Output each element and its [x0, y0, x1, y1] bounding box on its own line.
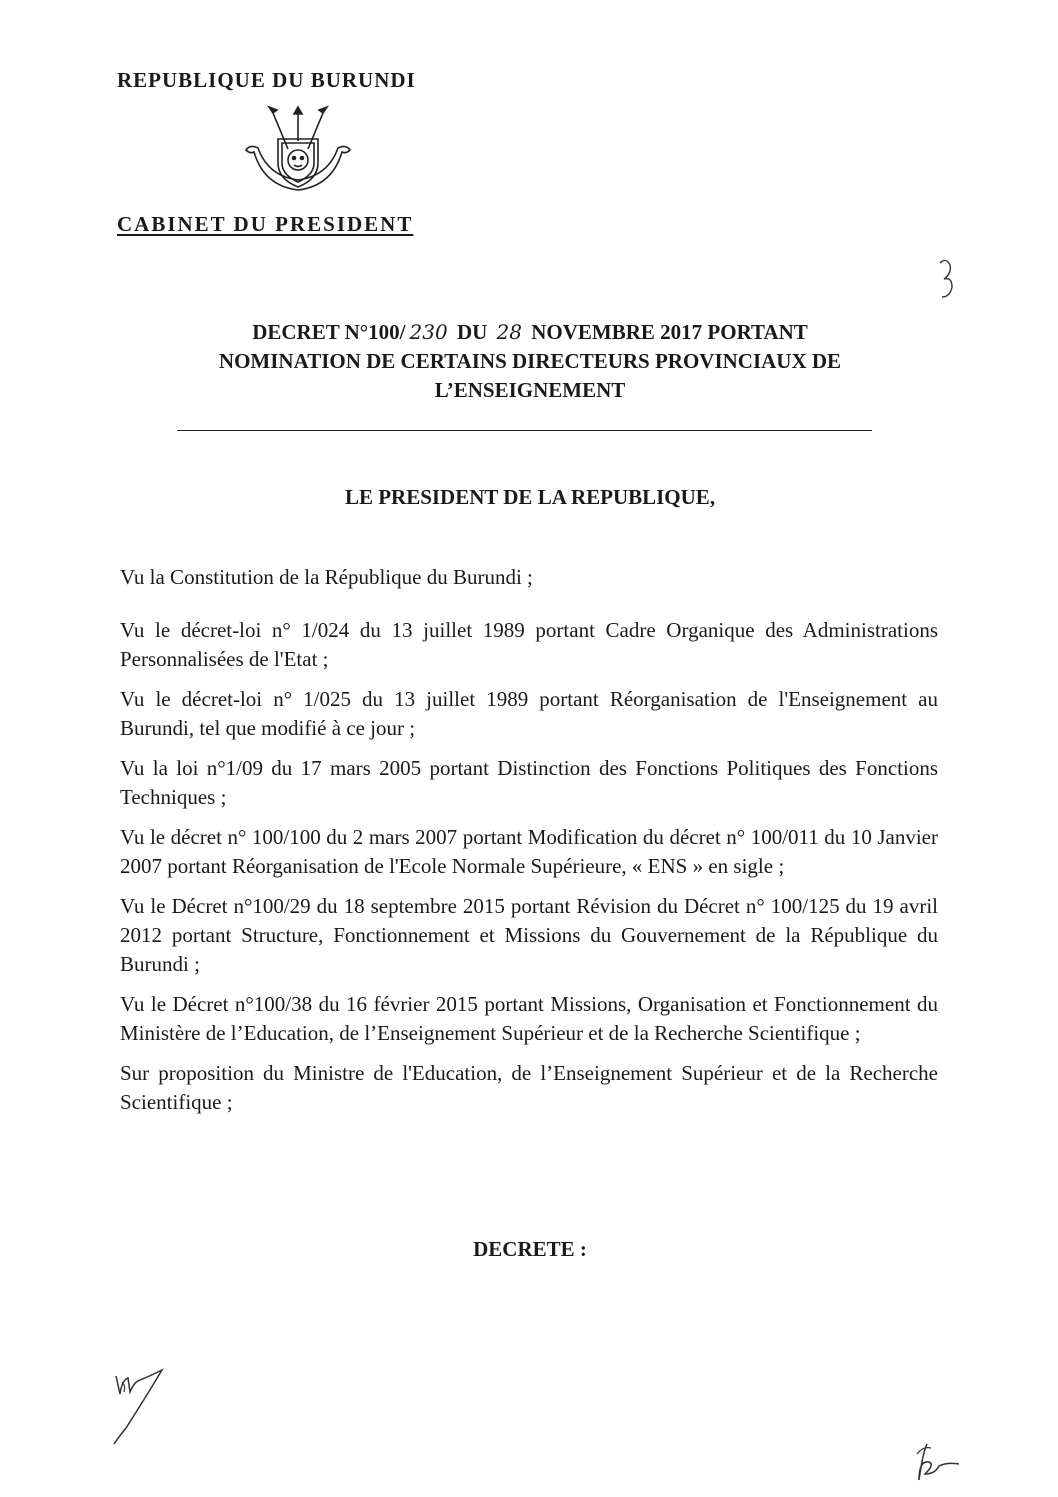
visa-paragraph: Vu le décret-loi n° 1/024 du 13 juillet 1989 portant Cadre Organique des Administrations Personnalisées de l'Etat ;: [120, 618, 938, 671]
visa-paragraph: Vu le Décret n°100/38 du 16 février 2015 portant Missions, Organisation et Fonctionnement du Ministère de l’Education, de l’Enseignement Supérieur et de la Recherche Scientifique ;: [120, 992, 938, 1045]
decree-title-line-3: L’ENSEIGNEMENT: [434, 378, 626, 402]
visa-paragraph: Vu le Décret n°100/29 du 18 septembre 2015 portant Révision du Décret n° 100/125 du 19 avril 2012 portant Structure, Fonctionnement et Missions du Gouvernement de la République du Burundi ;: [120, 894, 938, 976]
title-divider: [177, 430, 872, 431]
cabinet-heading: CABINET DU PRESIDENT: [117, 212, 414, 236]
handwritten-tick-mark: [936, 257, 960, 301]
proposal-paragraph: Sur proposition du Ministre de l'Education, de l’Enseignement Supérieur et de la Recherche Scientifique ;: [120, 1061, 938, 1114]
handwritten-initials-right: [905, 1440, 975, 1485]
decree-title-line-2: NOMINATION DE CERTAINS DIRECTEURS PROVINCIAUX DE: [218, 349, 842, 373]
coat-of-arms-emblem: [238, 105, 358, 205]
decree-du: DU: [456, 320, 488, 344]
visas-section: [120, 563, 938, 1128]
republic-heading: REPUBLIQUE DU BURUNDI: [117, 68, 416, 92]
decrete-heading: DECRETE :: [473, 1237, 587, 1261]
visa-paragraph: Vu le décret n° 100/100 du 2 mars 2007 portant Modification du décret n° 100/011 du 10 Janvier 2007 portant Réorganisation de l'Ecole Normale Supérieure, « ENS » en sigle ;: [120, 825, 938, 878]
decree-number-prefix: DECRET N°100/: [252, 320, 406, 344]
decree-date-rest: NOVEMBRE 2017 PORTANT: [531, 320, 808, 344]
decree-title: [120, 318, 940, 405]
visa-paragraph: Vu le décret-loi n° 1/025 du 13 juillet 1989 portant Réorganisation de l'Enseignement au Burundi, tel que modifié à ce jour ;: [120, 687, 938, 740]
visa-paragraph: Vu la loi n°1/09 du 17 mars 2005 portant Distinction des Fonctions Politiques des Fonctions Techniques ;: [120, 756, 938, 809]
handwritten-decree-day: 28: [496, 320, 522, 344]
handwritten-decree-number: 230: [409, 320, 448, 344]
president-heading: LE PRESIDENT DE LA REPUBLIQUE,: [344, 485, 716, 509]
decree-title-line-1: [120, 318, 940, 347]
visa-paragraph: Vu la Constitution de la République du Burundi ;: [120, 565, 533, 589]
handwritten-initials-left: [100, 1360, 170, 1445]
